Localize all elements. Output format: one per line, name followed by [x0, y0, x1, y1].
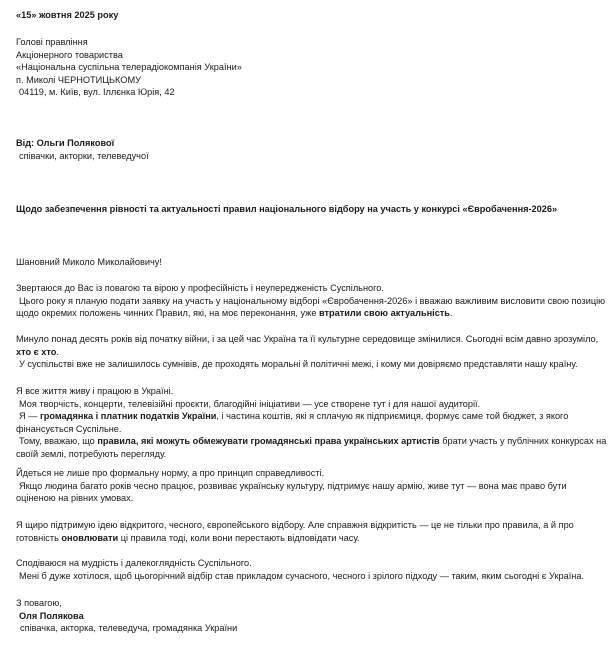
emphasis-text: хто є хто	[16, 346, 57, 357]
paragraph-line: Сподіваюся на мудрість і далекоглядність Суспільного.	[16, 558, 252, 568]
emphasis-text: правила, які можуть обмежувати громадянські права українських артистів	[97, 436, 440, 446]
paragraph-line: Йдеться не лише про формальну норму, а про принцип справедливості.	[16, 468, 325, 478]
paragraph-line: Я все життя живу і працюю в Україні.	[16, 386, 174, 396]
emphasis-text: оновлювати	[61, 532, 119, 543]
paragraph-line: У суспільстві вже не залишилось сумнівів, де проходять моральні й політичні межі, і кому ми довіряємо представляти нашу країну.	[19, 359, 578, 369]
subject-text: Щодо забезпечення рівності та актуальності правил національного відбору на участь у конкурсі «Євробачення-2026»	[16, 204, 558, 214]
signature-block	[16, 597, 594, 635]
emphasis-text: громадянка і платник податків України	[39, 411, 217, 421]
paragraph-line: Тому, вважаю, що правила, які можуть обмежувати громадянські права українських артистів брати участь у публічних конкурсах на	[19, 436, 607, 446]
paragraph-citizenship	[16, 385, 607, 460]
paragraph-war-context	[16, 333, 599, 371]
paragraph-line: готовність оновлювати ці правила тоді, коли вони перестають відповідати часу.	[16, 532, 360, 543]
paragraph-hope	[16, 557, 594, 582]
paragraph-line: Цього року я планую подати заявку на участь у національному відборі «Євробачення-2026» і вважаю важливим висловити свою позицію	[19, 295, 606, 306]
closing-regards: З повагою,	[16, 598, 62, 608]
paragraph-line: фінансується Суспільне.	[16, 423, 122, 434]
paragraph-openness	[16, 519, 594, 544]
signer-title: співачка, акторка, телеведуча, громадянка України	[20, 623, 238, 633]
letter-subject	[16, 203, 594, 216]
recipient-line: п. Миколі ЧЕРНОТИЦЬКОМУ	[16, 74, 141, 85]
paragraph-line: щодо окремих положень чинних Правил, які, на моє переконання, уже втратили свою актуальність.	[16, 308, 453, 318]
paragraph-fairness	[16, 467, 594, 505]
paragraph-line: Минуло понад десять років від початку війни, і за цей час Україна та її культурне середовище змінилися. Сьогодні всім давно зрозуміло,	[16, 334, 599, 344]
paragraph-line: Я — громадянка і платник податків України, і частина коштів, які я сплачую як підприємиця, формує саме той бюджет, з якого	[19, 411, 569, 421]
paragraph-line: оціненою на рівних умовах.	[16, 493, 134, 503]
recipient-line: Голові правління	[16, 37, 88, 47]
paragraph-line: своїй землі, потребують перегляду.	[16, 448, 167, 459]
paragraph-line: Звертаюся до Вас із повагою та вірою у професійність і неупередженість Суспільного.	[16, 283, 384, 293]
paragraph-line: Я щиро підтримую ідею відкритого, чесного, європейського відбору. Але справжня відкритість — це не тільки про правила, а й про	[16, 520, 574, 530]
paragraph-line: хто є хто.	[16, 346, 59, 357]
date-text: «15» жовтня 2025 року	[16, 10, 119, 20]
recipient-address: 04119, м. Київ, вул. Іллєнка Юрія, 42	[19, 87, 175, 97]
paragraph-line: Моя творчість, концерти, телевізійні проєкти, благодійні ініціативи — усе створене тут і для нашої аудиторії.	[19, 398, 481, 409]
sender-label: Від: Ольги Полякової	[16, 138, 115, 148]
letter-date	[16, 9, 594, 22]
recipient-line: Акціонерного товариства	[16, 49, 123, 60]
paragraph-line: Якщо людина багато років чесно працює, розвиває українську культуру, підтримує нашу армію, живе тут — вона має право бути	[19, 480, 567, 491]
signer-name: Оля Полякова	[19, 610, 84, 621]
recipient-line: «Національна суспільна телерадіокомпанія України»	[16, 62, 242, 72]
sender-role: співачки, акторки, телеведучої	[19, 150, 149, 161]
greeting-text: Шановний Миколо Миколайовичу!	[16, 257, 162, 267]
paragraph-line: Мені б дуже хотілося, щоб цьогорічний відбір став прикладом сучасного, чесного і зрілого підходу — таким, яким сьогодні є Україна.	[19, 570, 584, 581]
emphasis-text: втратили свою актуальність	[319, 308, 450, 318]
recipient-block	[16, 36, 594, 99]
paragraph-intent	[16, 282, 606, 320]
sender-block	[16, 137, 594, 162]
greeting	[16, 256, 594, 269]
